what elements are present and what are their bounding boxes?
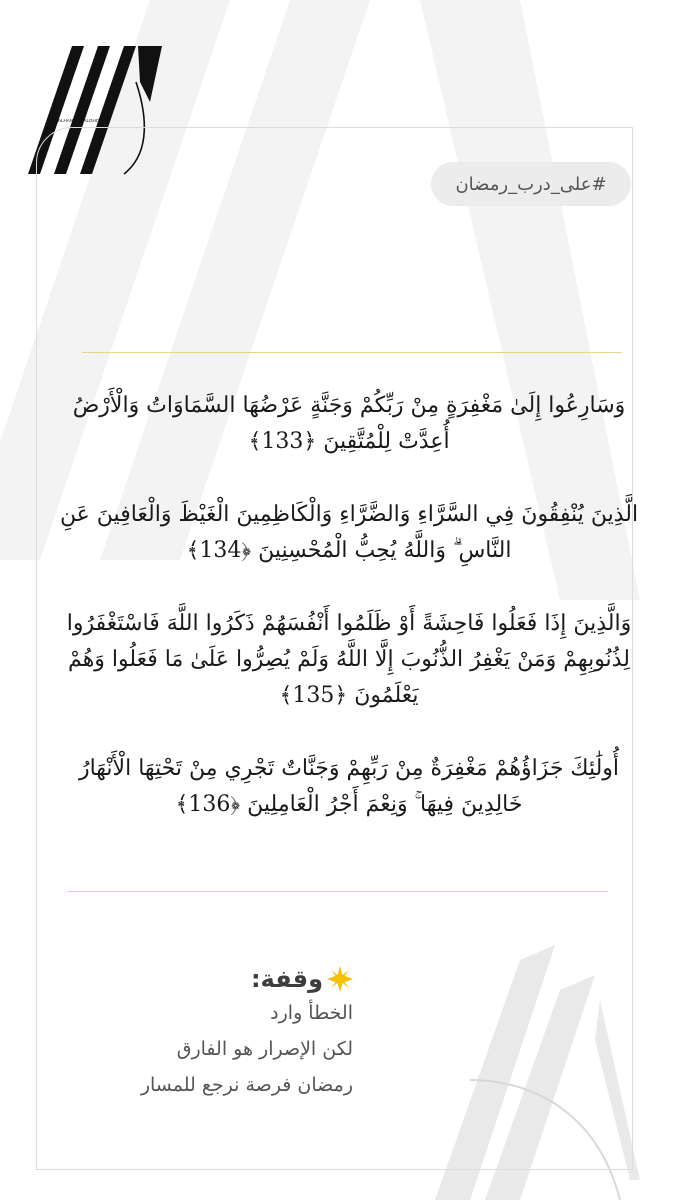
- verse-134: الَّذِينَ يُنْفِقُونَ فِي السَّرَّاءِ وَالضَّرَّاءِ وَالْكَاظِمِينَ الْغَيْظَ وَالْعَافِينَ عَنِ النَّاسِ ۗ وَاللَّهُ يُحِبُّ الْمُحْسِنِينَ ﴿134﴾: [59, 502, 639, 563]
- sparkle-star-icon: [327, 966, 353, 992]
- verse-136: أُولَٰئِكَ جَزَاؤُهُمْ مَغْفِرَةٌ مِنْ رَبِّهِمْ وَجَنَّاتٌ تَجْرِي مِنْ تَحْتِهَا الْأَنْهَارُ خَالِدِينَ فِيهَا ۚ وَنِعْمَ أَجْرُ الْعَامِلِينَ ﴿136﴾: [78, 756, 620, 817]
- reflection-block: [33, 965, 353, 1101]
- verse-135: وَالَّذِينَ إِذَا فَعَلُوا فَاحِشَةً أَوْ ظَلَمُوا أَنْفُسَهُمْ ذَكَرُوا اللَّهَ فَاسْتَغْفَرُوا لِذُنُوبِهِمْ وَمَنْ يَغْفِرُ الذُّنُوبَ إِلَّا اللَّهُ وَلَمْ يُصِرُّوا عَلَىٰ مَا فَعَلُوا وَهُمْ يَعْلَمُونَ ﴿135﴾: [66, 611, 632, 708]
- quran-verses: [56, 388, 642, 860]
- reflection-title: وقفة:: [250, 965, 323, 993]
- hashtag-chip[interactable]: #على_درب_رمضان: [431, 162, 631, 206]
- reflection-line-3: رمضان فرصة نرجع للمسار: [140, 1074, 353, 1096]
- verse-133: وَسَارِعُوا إِلَىٰ مَغْفِرَةٍ مِنْ رَبِّكُمْ وَجَنَّةٍ عَرْضُهَا السَّمَاوَاتُ وَالْأَرْضُ أُعِدَّتْ لِلْمُتَّقِينَ ﴿133﴾: [72, 393, 626, 454]
- divider-top: [82, 352, 622, 353]
- logo-text: ALHANOUF ALGHOFAILI: [58, 118, 110, 123]
- reflection-line-1: الخطأ وارد: [270, 1002, 353, 1024]
- reflection-line-2: لكن الإصرار هو الفارق: [176, 1038, 353, 1060]
- divider-bottom: [68, 891, 608, 892]
